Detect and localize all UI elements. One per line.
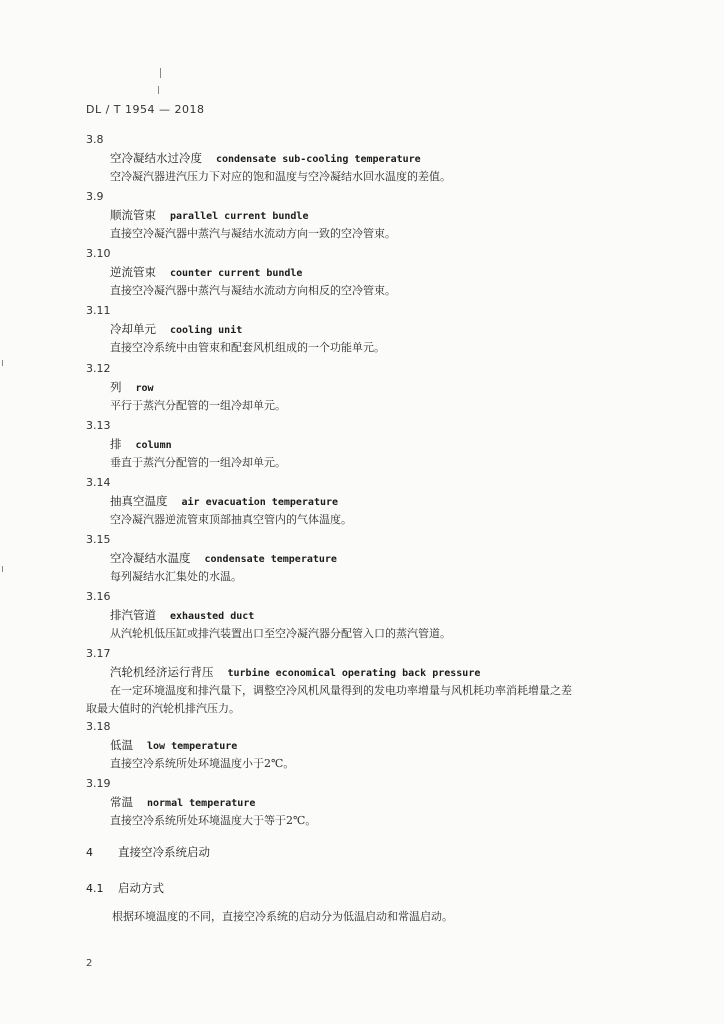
term-english: normal temperature — [147, 798, 256, 809]
term-definition: 直接空冷凝汽器中蒸汽与凝结水流动方向相反的空冷管束。 — [110, 284, 396, 297]
term-number: 3.8 — [86, 133, 104, 146]
term-chinese: 空冷凝结水过冷度 — [110, 151, 202, 165]
term-heading — [110, 737, 237, 753]
term-chinese: 冷却单元 — [110, 322, 156, 336]
section-title: 启动方式 — [118, 881, 164, 895]
term-definition: 在一定环境温度和排汽量下，调整空冷风机风量得到的发电功率增量与风机耗功率消耗增量之差 — [110, 684, 572, 697]
term-chinese: 空冷凝结水温度 — [110, 551, 191, 565]
scan-mark — [2, 360, 3, 366]
section-number: 4.1 — [86, 882, 104, 895]
term-number: 3.16 — [86, 590, 111, 603]
term-heading — [110, 493, 338, 509]
term-heading — [110, 150, 421, 166]
document-header: DL / T 1954 — 2018 — [86, 103, 205, 116]
term-english: air evacuation temperature — [181, 497, 339, 508]
term-chinese: 汽轮机经济运行背压 — [110, 665, 214, 679]
term-chinese: 顺流管束 — [110, 208, 156, 222]
term-chinese: 逆流管束 — [110, 265, 156, 279]
term-number: 3.17 — [86, 647, 111, 660]
term-number: 3.9 — [86, 190, 104, 203]
term-definition: 直接空冷系统中由管束和配套风机组成的一个功能单元。 — [110, 341, 385, 354]
term-chinese: 排 — [110, 437, 122, 451]
term-definition: 直接空冷凝汽器中蒸汽与凝结水流动方向一致的空冷管束。 — [110, 227, 396, 240]
term-heading — [110, 607, 254, 623]
term-definition: 每列凝结水汇集处的水温。 — [110, 570, 242, 583]
section-4-1-heading — [86, 880, 164, 896]
scan-mark — [2, 566, 3, 572]
term-definition: 空冷凝汽器进汽压力下对应的饱和温度与空冷凝结水回水温度的差值。 — [110, 170, 451, 183]
term-number: 3.10 — [86, 247, 111, 260]
term-number: 3.18 — [86, 720, 111, 733]
term-number: 3.19 — [86, 777, 111, 790]
term-heading — [110, 794, 255, 810]
term-english: parallel current bundle — [170, 211, 309, 222]
term-english: exhausted duct — [170, 611, 255, 622]
section-title: 直接空冷系统启动 — [118, 845, 210, 859]
term-english: counter current bundle — [170, 268, 303, 279]
term-number: 3.14 — [86, 476, 111, 489]
term-chinese: 排汽管道 — [110, 608, 156, 622]
term-heading — [110, 550, 337, 566]
section-number: 4 — [86, 846, 93, 859]
term-english: low temperature — [147, 741, 238, 752]
term-definition: 空冷凝汽器逆流管束顶部抽真空管内的气体温度。 — [110, 513, 352, 526]
term-english: condensate temperature — [204, 554, 337, 565]
term-english: condensate sub-cooling temperature — [216, 154, 421, 165]
term-definition: 平行于蒸汽分配管的一组冷却单元。 — [110, 399, 286, 412]
term-heading — [110, 321, 242, 337]
term-chinese: 常温 — [110, 795, 133, 809]
term-english: column — [135, 440, 172, 451]
term-definition: 垂直于蒸汽分配管的一组冷却单元。 — [110, 456, 286, 469]
term-heading — [110, 264, 302, 280]
term-definition-continued: 取最大值时的汽轮机排汽压力。 — [86, 702, 240, 715]
page-number: 2 — [86, 958, 93, 969]
scan-mark — [160, 68, 161, 78]
term-number: 3.13 — [86, 419, 111, 432]
term-definition: 直接空冷系统所处环境温度大于等于2℃。 — [110, 814, 317, 827]
term-definition: 直接空冷系统所处环境温度小于2℃。 — [110, 757, 295, 770]
scan-mark — [158, 86, 159, 94]
term-english: row — [135, 383, 154, 394]
section-4-heading — [86, 844, 210, 860]
section-4-1-body: 根据环境温度的不同，直接空冷系统的启动分为低温启动和常温启动。 — [112, 910, 453, 923]
term-chinese: 抽真空温度 — [110, 494, 168, 508]
term-number: 3.15 — [86, 533, 111, 546]
term-heading — [110, 379, 154, 395]
term-english: cooling unit — [170, 325, 243, 336]
term-chinese: 低温 — [110, 738, 133, 752]
term-english: turbine economical operating back pressure — [227, 668, 481, 679]
term-heading — [110, 207, 308, 223]
term-chinese: 列 — [110, 380, 122, 394]
term-heading — [110, 664, 480, 680]
term-number: 3.11 — [86, 304, 111, 317]
term-number: 3.12 — [86, 362, 111, 375]
term-heading — [110, 436, 172, 452]
term-definition: 从汽轮机低压缸或排汽装置出口至空冷凝汽器分配管入口的蒸汽管道。 — [110, 627, 451, 640]
